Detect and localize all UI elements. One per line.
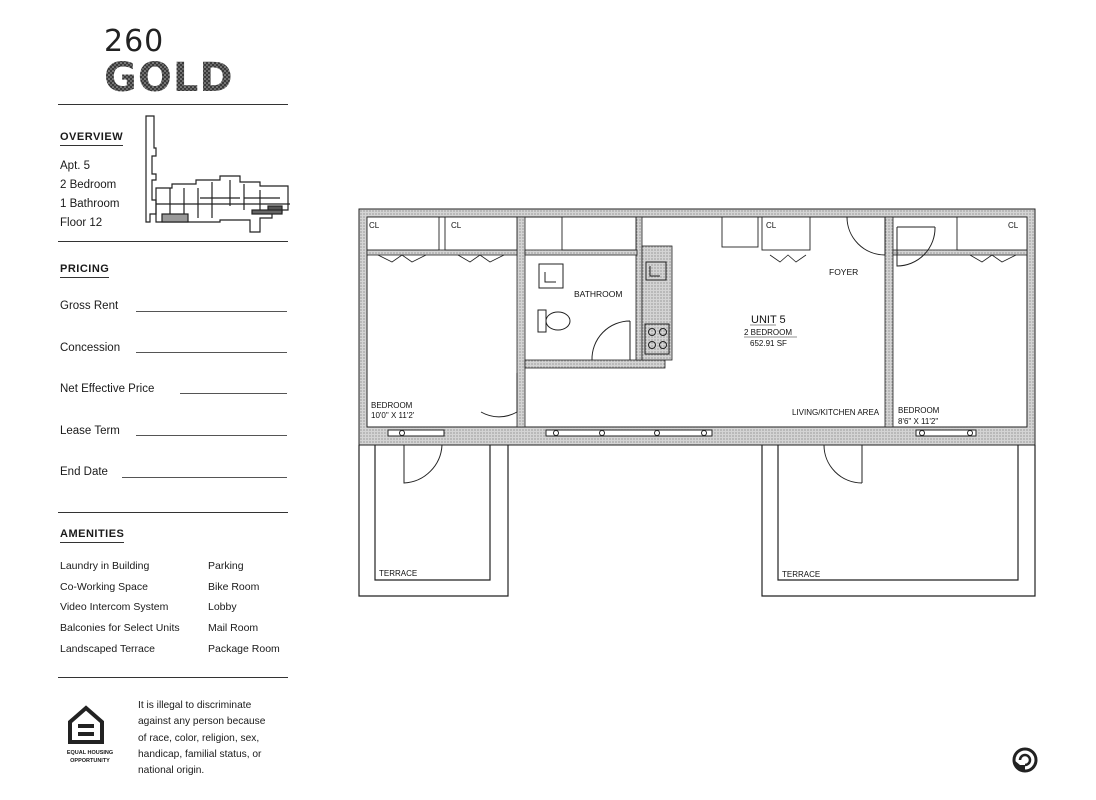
unit-area: 652.91 SF <box>750 339 787 348</box>
amenity-item: Co-Working Space <box>60 580 148 593</box>
unit-label: UNIT 5 <box>751 314 786 326</box>
overview-bedrooms: 2 Bedroom <box>60 179 117 191</box>
net-effective-price-label: Net Effective Price <box>60 383 155 395</box>
amenity-item: Lobby <box>208 601 237 614</box>
amenity-item: Video Intercom System <box>60 601 169 614</box>
closet-label: CL <box>451 221 462 230</box>
lease-term-label: Lease Term <box>60 425 120 437</box>
end-date-label: End Date <box>60 466 108 478</box>
amenity-item: Bike Room <box>208 580 260 593</box>
living-kitchen-label: LIVING/KITCHEN AREA <box>792 408 880 417</box>
closet-label: CL <box>766 221 777 230</box>
amenity-item: Laundry in Building <box>60 560 150 572</box>
bedroom2-label: BEDROOM <box>898 406 940 415</box>
amenity-item: Parking <box>208 560 244 572</box>
concession-label: Concession <box>60 342 121 354</box>
terrace-label: TERRACE <box>379 569 418 578</box>
terraces <box>359 445 1035 596</box>
gross-rent-label: Gross Rent <box>60 300 119 312</box>
closet-label: CL <box>369 221 380 230</box>
equal-housing-label: EQUAL HOUSING OPPORTUNITY <box>66 750 114 764</box>
bedroom1-size: 10'0" X 11'2' <box>371 411 415 420</box>
bathroom-fixtures <box>538 264 570 332</box>
amenity-item: Mail Room <box>208 622 259 635</box>
unit-bedrooms: 2 BEDROOM <box>744 328 793 337</box>
amenity-item: Balconies for Select Units <box>60 622 180 635</box>
overview-bathrooms: 1 Bathroom <box>60 198 120 210</box>
pricing-title: PRICING <box>60 263 109 278</box>
fair-housing-notice: It is illegal to discriminate against any person because of race, color, religion, sex, handicap, familial status, or national origin. <box>138 700 266 777</box>
closet-label: CL <box>1008 221 1019 230</box>
brand-number: 260 <box>104 24 165 59</box>
plan-labels <box>369 221 1019 579</box>
overview-title: OVERVIEW <box>60 131 123 146</box>
bedroom2-size: 8'6" X 11'2" <box>898 417 939 426</box>
amenity-item: Landscaped Terrace <box>60 642 155 655</box>
bathroom-label: BATHROOM <box>574 289 623 299</box>
closets <box>367 217 1027 250</box>
terrace-label: TERRACE <box>782 570 821 579</box>
amenities-title: AMENITIES <box>60 528 124 543</box>
bedroom1-label: BEDROOM <box>371 401 413 410</box>
foyer-label: FOYER <box>829 267 859 277</box>
overview-apt: Apt. 5 <box>60 160 91 172</box>
overview-floor: Floor 12 <box>60 217 103 229</box>
brand-name: GOLD <box>104 58 234 98</box>
amenity-item: Package Room <box>208 642 280 655</box>
